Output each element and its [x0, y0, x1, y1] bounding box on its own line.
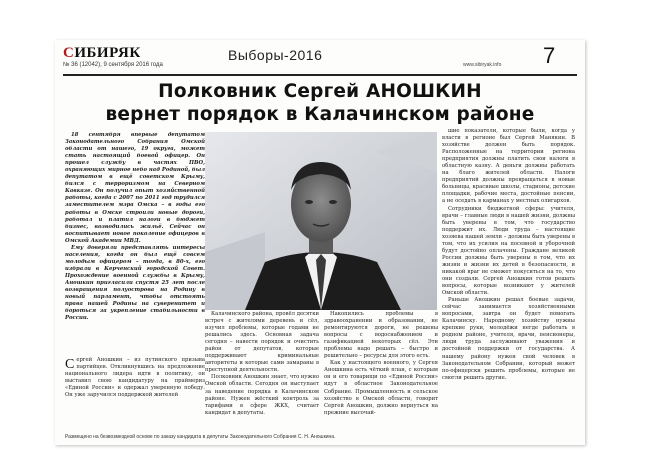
body-text-1: ергей Аношкин – из путинского призыва партийцев. Откликнувшись на предложение национального лидера идти в политику, он выставил свою кандидатуру на праймериз «Единой России» и одержал уверенную победу. Он уже заручился поддержкой жителей	[65, 357, 205, 399]
body-text-2a: Калачинского района, провёл десятки встреч с жителями деревень и сёл, изучил проблемы, которые годами не решались здесь. Основная задача сегодня – навести порядок и очистить район от депутатов, которые поддерживают криминальные авторитеты и которые сами замараны в преступной деятельности.	[205, 311, 319, 374]
lead-text-1: 18 сентября впервые депутатом Законодательного Собрания Омской области от нашего, 19 округа, может стать настоящий боевой офицер. Он прошел службу в частях ПВО, охраняющих мирное небо над Родиной, был депутатом в ещё советском Крыму, бился с терроризмом на Северном Кавказе. Он получил опыт хозяйственной работы, когда с 2007 по 2011 год трудился заместителем мэра Омска – в годы его работы в Омске строили новые дороги, работал и платил налоги в бюджет бизнес, возводились жильё. Сейчас он воспитывает новое поколение офицеров в Омской Академии МВД.	[65, 132, 205, 244]
header-divider	[63, 74, 577, 76]
right-column	[442, 128, 575, 433]
body-column-3	[324, 311, 438, 433]
body-column-2	[205, 311, 319, 433]
headline-line-1: Полковник Сергей АНОШКИН	[158, 81, 482, 102]
newspaper-logo	[63, 45, 141, 62]
newspaper-page	[55, 40, 585, 445]
section-title: Выборы-2016	[228, 47, 323, 63]
body-text-3a: Накопились проблемы в здравоохранении и образовании, не ремонтируются дороги, не решены вопросы с водоснабжением и газификацией некоторых сёл. Эти проблемы надо решать – быстро и решительно – ресурсы для этого есть.	[324, 311, 438, 360]
website: www.sibiryak.info	[463, 62, 502, 68]
footnote: Размещено на безвозмездной основе по заказу кандидата в депутаты Законодательного Собрания С. Н. Аношкина.	[65, 434, 336, 440]
headline	[65, 80, 575, 126]
right-text-1: шие показатели, которые были, когда у власти в регионе был Сергей Манякин. В хозяйстве должен быть порядок. Расположенные на территории региона предприятия должны платить свои налоги в областную казну. А деньги должны работать на благо жителей области. Налоги предприятий должны превращаться в новые больницы, красивые школы, стадионы, детские площадки, рабочие места, достойные пенсии, а не оседать в карманах у местных олигархов.	[442, 128, 575, 205]
right-text-2: Сотрудники бюджетной сферы: учителя, врачи – главные люди в нашей жизни, должны быть уверены в том, что государство поддержит их. Люди труда – настоящие хозяева нашей земли – должны быть уверены в том, что их усилия на посевной и уборочной будут достойно оплачены. Граждане великой России должны быть уверены в том, что их жизни и жизни их детей в безопасности, и никакой враг не сможет покуситься на то, что они создали. Сергей Аношкин готов решать вопросы, которые возникают у жителей Омской области.	[442, 205, 575, 297]
masthead	[63, 45, 577, 73]
lead-text-2: Ему доверяли представлять интересы населения, когда он был ещё совсем молодым офицером – тогда, в 80-х, его избрали в Керченский городской Совет. Прохождение военной службы в Крыму, Аношкин пригласили спустя 25 лет после возвращения полуострова на Родину в новый парламент, чтобы отстоять права нашей Родины на суверенитет и бороться за укрепление стабильности в России.	[65, 244, 205, 322]
right-text-3: Раньше Аношкин решал боевые задачи, сейчас занимается хозяйственными вопросами, завтра он будет помогать Калачинску. Народному хозяйству нужны крепкие руки, молодёжи негде работать в родном районе, учителя, врачи, пенсионеры, люди труда заслуживают уважения и достойной поддержки от государства. А нашему району нужен свой человек в Законодательном Собрании, который может по-офицерски решить проблемы, которые не смогли решить другие.	[442, 297, 575, 381]
issue-info: № 36 (12042), 9 сентября 2016 года	[63, 62, 163, 68]
body-text-2b: Полковник Аношкин знает, что нужно Омской области. Сегодня он выступает за наведение порядка в Калачинском районе. Нужен жёсткий контроль за тарифами в сфере ЖКХ, считает кандидат в депутаты.	[205, 374, 319, 416]
drop-cap: С	[65, 357, 75, 372]
headline-line-2: вернет порядок в Калачинском районе	[105, 104, 535, 125]
body-text-3b: Как у настоящего военного, у Сергея Аношкина есть чёткий план, с которым он и его товарищи по «Единой России» идут в областное Законодательное Собрание. Промышленность и сельское хозяйство в Омской области, говорит Сергей Аношкин, должно вернуться на прежние высочай-	[324, 360, 438, 416]
logo-initial: С	[63, 45, 75, 61]
body-column-1	[65, 357, 205, 432]
portrait-image	[205, 132, 437, 310]
page-number: 7	[543, 43, 556, 68]
logo-rest: ИБИРЯК	[74, 45, 141, 61]
lead-paragraph	[65, 132, 205, 382]
candidate-photo	[205, 132, 437, 310]
